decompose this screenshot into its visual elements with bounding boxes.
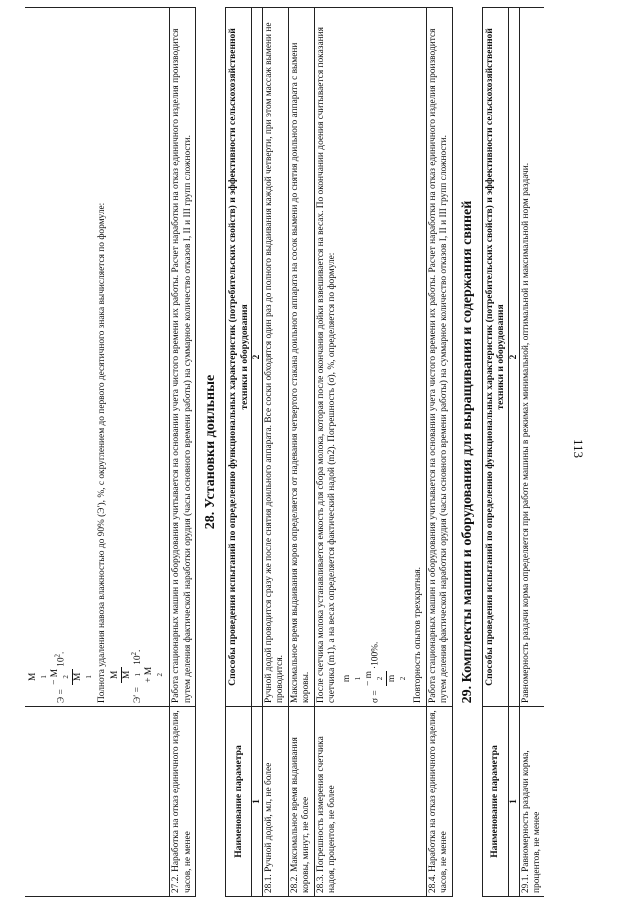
section-29-table	[482, 7, 545, 897]
formula-e: Э = M 1 − M 2 M 1 $10^2$.	[28, 651, 93, 703]
header-method: Способы проведения испытаний по определению функциональных характеристик (потребительских свойств) и эффективности сельскохозяйственной техники и оборудования	[226, 8, 252, 707]
rotated-page-content	[25, 7, 625, 897]
col-number-1: 1	[252, 707, 263, 897]
section-title-29: 29. Комплекты машин и оборудования для выращивания и содержания свиней	[459, 200, 475, 704]
formula-e-prime: Э′ = M M 1 + M 2 $10^2$.	[110, 649, 165, 703]
method-intro: Полнота удаления навоза влажностью до 90% (Э′), %, с округлением до первого десятичного знака вычисляется по формуле:	[97, 202, 107, 703]
table-row	[519, 8, 544, 897]
col-number-1: 1	[508, 707, 519, 897]
header-method: Способы проведения испытаний по определению функциональных характеристик (потребительских свойств) и эффективности сельскохозяйственной техники и оборудования	[482, 8, 508, 707]
top-table	[25, 7, 196, 897]
method-cell	[314, 8, 426, 707]
param-cell	[25, 707, 170, 897]
page-number: 113	[571, 439, 586, 459]
method-cell: Работа стационарных машин и оборудования учитывается на основании учета чистого времени их работы. Расчет наработки на отказ единичного изделия производится путем деления фактической наработки орудия (часы основного времени работы) на суммарное количество отказов I, II и III групп сложности.	[170, 8, 196, 707]
table-row	[288, 8, 314, 897]
method-cell: Максимальное время выдаивания коров определяется от надевания четвертого стакана доильного аппарата на сосок вымени до снятия доильного аппарата с вымени коровы.	[288, 8, 314, 707]
param-cell: 28.4. Наработка на отказ единичного изделия, часов, не менее	[426, 707, 452, 897]
header-param: Наименование параметра	[482, 707, 508, 897]
column-number-row	[508, 8, 519, 897]
section-title-28: 28. Установки доильные	[203, 374, 219, 530]
method-text: После счетчика молока устанавливается емкость для сбора молока, которая после окончания дойки взвешивается на весах. По окончании доения считывается показания счетчика (m1), а на весах определяется фактический надой (m2). Погрешность (σ), %, определяется по формуле:	[315, 27, 338, 703]
param-cell: 28.3. Погрешность измерения счетчика надоя, процентов, не более	[314, 707, 426, 897]
table-header-row	[226, 8, 252, 897]
method-text: Повторность опытов трехкратная.	[413, 567, 424, 703]
param-cell: 28.2. Максимальное время выдаивания коровы, минут, не более	[288, 707, 314, 897]
header-param: Наименование параметра	[226, 707, 252, 897]
table-row	[426, 8, 452, 897]
column-number-row	[252, 8, 263, 897]
col-number-2: 2	[252, 8, 263, 707]
col-number-2: 2	[508, 8, 519, 707]
formula-sigma: σ = m 1 − m 2 m 2 ·100%.	[342, 641, 408, 703]
method-cell	[25, 8, 170, 707]
param-cell: 29.1. Равномерность раздачи корма, процентов, не менее	[519, 707, 544, 897]
method-cell: Равномерность раздачи корма определяется при работе машины в режимах минимальной, оптимальной и максимальной норм раздачи.	[519, 8, 544, 707]
param-cell: 28.1. Ручной додой, мл, не более	[263, 707, 289, 897]
param-cell: 27.2. Наработка на отказ единичного изделия, часов, не менее	[170, 707, 196, 897]
table-row	[25, 8, 170, 897]
table-header-row	[482, 8, 508, 897]
table-row	[263, 8, 289, 897]
method-cell: Ручной додой проводится сразу же после снятия доильного аппарата. Все соски обходятся один раз до полного выдаивания каждой четверти, при этом массаж вымени не проводится.	[263, 8, 289, 707]
section-28-table	[225, 7, 452, 897]
method-cell: Работа стационарных машин и оборудования учитывается на основании учета чистого времени их работы. Расчет наработки на отказ единичного изделия производится путем деления фактической наработки орудия (часы основного времени работы) на суммарное количество отказов I, II и III групп сложности.	[426, 8, 452, 707]
table-row	[170, 8, 196, 897]
table-row	[314, 8, 426, 897]
